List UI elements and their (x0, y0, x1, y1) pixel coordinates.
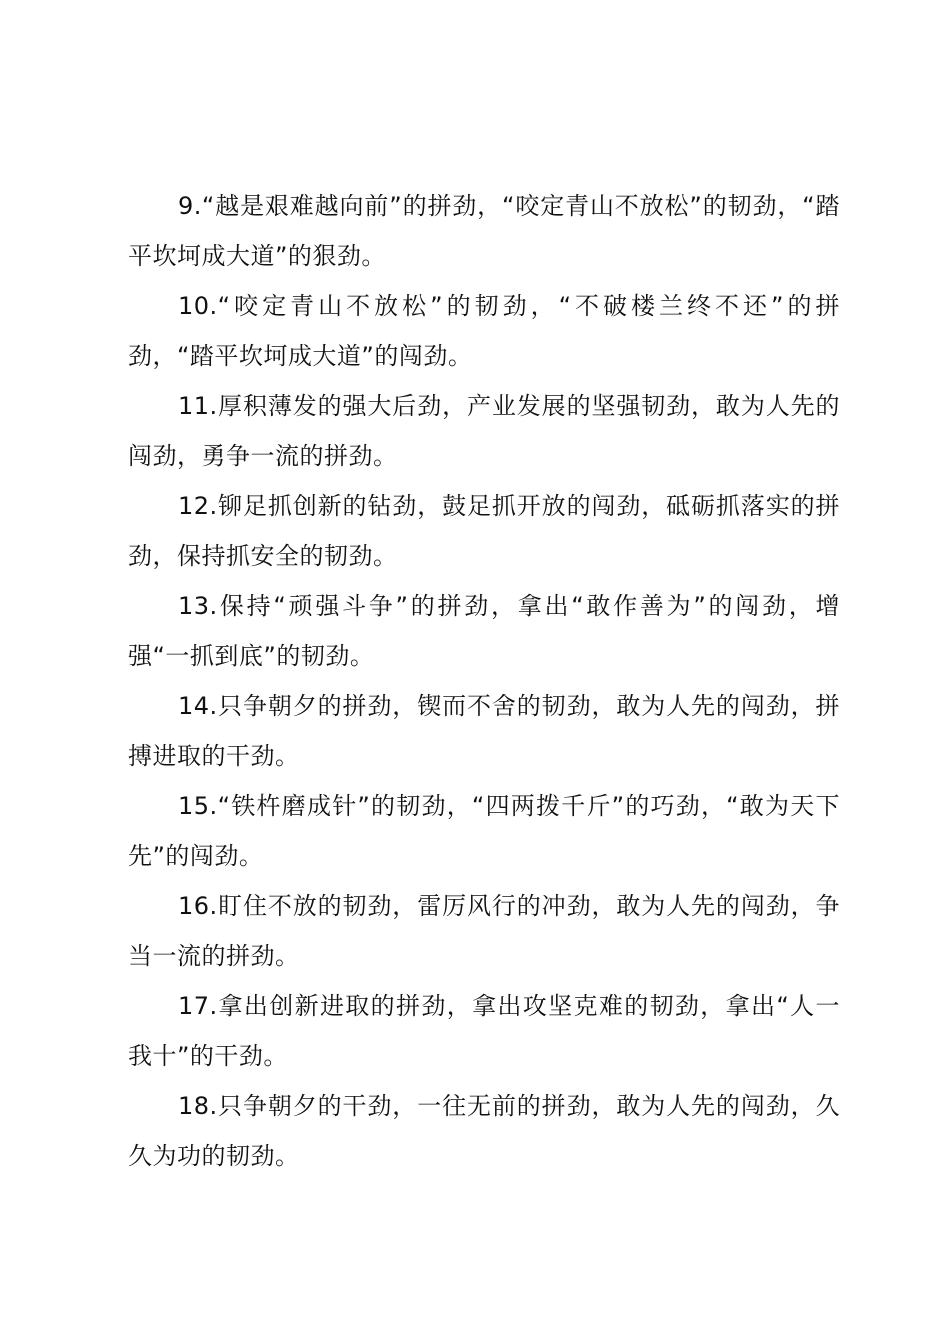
paragraph-16: 16.盯住不放的韧劲，雷厉风行的冲劲，敢为人先的闯劲，争当一流的拼劲。 (128, 892, 840, 970)
paragraph-10: 10.“咬定青山不放松”的韧劲，“不破楼兰终不还”的拼劲，“踏平坎坷成大道”的闯劲。 (128, 292, 840, 370)
paragraph-13: 13.保持“顽强斗争”的拼劲，拿出“敢作善为”的闯劲，增强“一抓到底”的韧劲。 (128, 592, 840, 670)
paragraph-12: 12.铆足抓创新的钻劲，鼓足抓开放的闯劲，砥砺抓落实的拼劲，保持抓安全的韧劲。 (128, 492, 840, 570)
paragraph-17: 17.拿出创新进取的拼劲，拿出攻坚克难的韧劲，拿出“人一我十”的干劲。 (128, 992, 840, 1070)
paragraph-18: 18.只争朝夕的干劲，一往无前的拼劲，敢为人先的闯劲，久久为功的韧劲。 (128, 1092, 840, 1170)
paragraph-11: 11.厚积薄发的强大后劲，产业发展的坚强韧劲，敢为人先的闯劲，勇争一流的拼劲。 (128, 392, 840, 470)
paragraph-14: 14.只争朝夕的拼劲，锲而不舍的韧劲，敢为人先的闯劲，拼搏进取的干劲。 (128, 692, 840, 770)
paragraph-9: 9.“越是艰难越向前”的拼劲，“咬定青山不放松”的韧劲，“踏平坎坷成大道”的狠劲。 (128, 192, 840, 270)
document-body (128, 181, 840, 1181)
paragraph-15: 15.“铁杵磨成针”的韧劲，“四两拨千斤”的巧劲，“敢为天下先”的闯劲。 (128, 792, 840, 870)
